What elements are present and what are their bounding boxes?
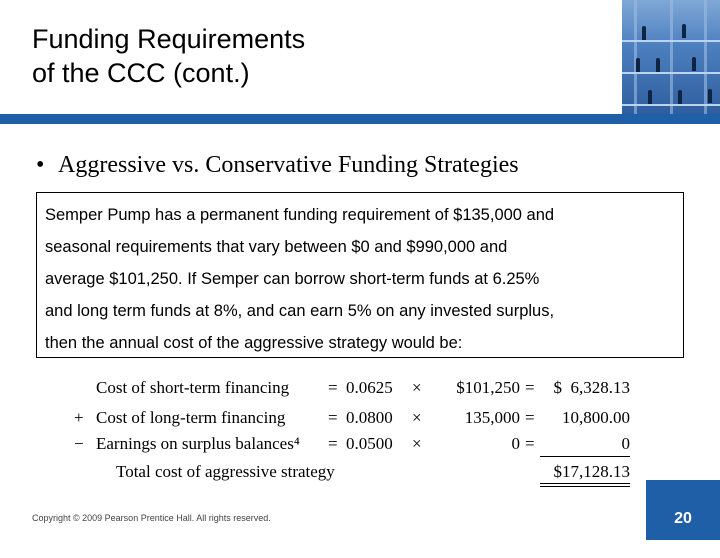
calc-base: 135,000 xyxy=(464,408,520,427)
calc-result: 0 xyxy=(621,434,630,453)
photo-figure xyxy=(708,89,712,103)
calc-rate: 0.0800 xyxy=(346,408,393,427)
calc-label: Cost of short-term financing xyxy=(96,378,290,397)
photo-balcony xyxy=(622,72,720,74)
calc-base: $101,250 xyxy=(456,378,520,397)
calc-equals: = xyxy=(525,434,535,453)
photo-column xyxy=(634,0,637,114)
photo-balcony xyxy=(622,40,720,42)
page-number-box xyxy=(646,480,720,540)
photo-column xyxy=(670,0,673,114)
header-rule xyxy=(0,114,720,124)
calc-result: 10,800.00 xyxy=(562,408,630,427)
calc-equals: = xyxy=(525,378,535,397)
problem-text-box xyxy=(36,192,684,358)
slide-title xyxy=(32,22,592,90)
bullet-text: Aggressive vs. Conservative Funding Strategies xyxy=(58,152,519,178)
calc-rate: 0.0500 xyxy=(346,434,393,453)
calc-operator: + xyxy=(74,408,84,427)
photo-figure xyxy=(636,58,640,72)
title-line-1: Funding Requirements xyxy=(32,24,306,54)
calc-total-label: Total cost of aggressive strategy xyxy=(116,462,335,481)
calc-equals: = xyxy=(328,434,338,453)
calc-operator: − xyxy=(74,434,84,453)
page-number: 20 xyxy=(674,510,692,527)
calc-equals: = xyxy=(328,378,338,397)
calc-equals: = xyxy=(328,408,338,427)
photo-figure xyxy=(648,90,652,104)
total-double-rule xyxy=(540,483,630,487)
box-line: Semper Pump has a permanent funding requirement of $135,000 and xyxy=(45,206,555,224)
calc-times: × xyxy=(412,408,422,427)
calc-equals: = xyxy=(525,408,535,427)
photo-figure xyxy=(678,90,682,104)
header-photo xyxy=(622,0,720,114)
title-line-2: of the CCC (cont.) xyxy=(32,58,250,88)
photo-figure xyxy=(642,26,646,40)
box-line: and long term funds at 8%, and can earn 5% on any invested surplus, xyxy=(45,302,555,320)
calc-times: × xyxy=(412,434,422,453)
calc-label: Earnings on surplus balances⁴ xyxy=(96,434,300,453)
photo-figure xyxy=(682,24,686,38)
photo-figure xyxy=(692,57,696,71)
calc-times: × xyxy=(412,378,422,397)
box-line: seasonal requirements that vary between $0 and $990,000 and xyxy=(45,238,508,256)
box-line: then the annual cost of the aggressive strategy would be: xyxy=(45,334,463,352)
bullet-symbol: • xyxy=(36,152,45,178)
subtotal-rule xyxy=(540,456,630,457)
calc-total-value: $17,128.13 xyxy=(553,462,630,481)
box-line: average $101,250. If Semper can borrow short-term funds at 6.25% xyxy=(45,270,540,288)
photo-balcony xyxy=(622,104,720,106)
calc-base: 0 xyxy=(511,434,520,453)
calc-rate: 0.0625 xyxy=(346,378,393,397)
bullet-item xyxy=(36,150,519,180)
calc-result: $ 6,328.13 xyxy=(553,378,630,397)
photo-column xyxy=(704,0,707,114)
calc-label: Cost of long-term financing xyxy=(96,408,286,427)
copyright-text: Copyright © 2009 Pearson Prentice Hall. All rights reserved. xyxy=(32,513,271,523)
photo-figure xyxy=(656,58,660,72)
